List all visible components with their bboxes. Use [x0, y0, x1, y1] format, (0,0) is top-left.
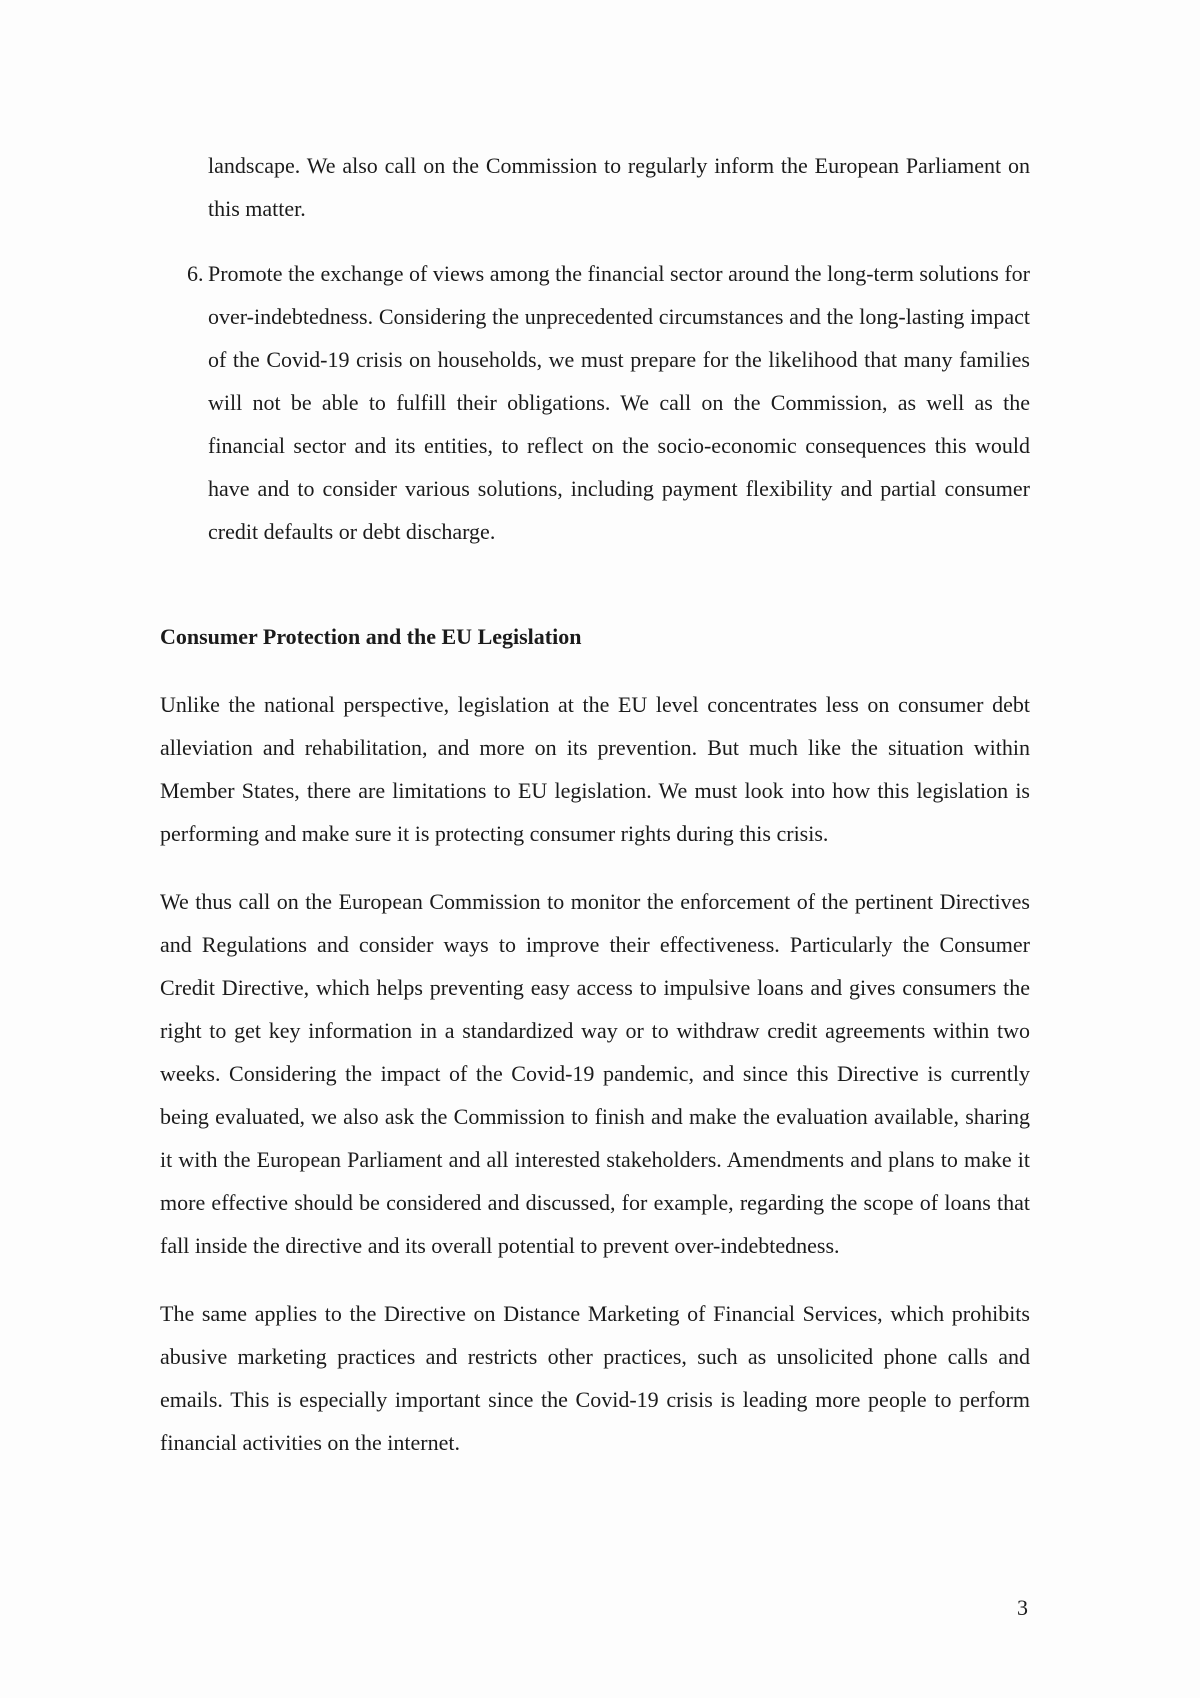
page-number: 3: [1017, 1595, 1028, 1620]
list-item-6: [160, 252, 1030, 553]
list-item-5-continuation: landscape. We also call on the Commission to regularly inform the European Parliament on this matter.: [208, 153, 1030, 221]
paragraph-consumer-credit-directive: We thus call on the European Commission to monitor the enforcement of the pertinent Directives and Regulations and consider ways to improve their effectiveness. Particularly the Consumer Credit Directive, which helps preventing easy access to impulsive loans and gives consumers the right to get key information in a standardized way or to withdraw credit agreements within two weeks. Considering the impact of the Covid-19 pandemic, and since this Directive is currently being evaluated, we also ask the Commission to finish and make the evaluation available, sharing it with the European Parliament and all interested stakeholders. Amendments and plans to make it more effective should be considered and discussed, for example, regarding the scope of loans that fall inside the directive and its overall potential to prevent over-indebtedness.: [160, 889, 1030, 1258]
page-content: [160, 122, 1030, 1464]
paragraph-distance-marketing-directive: The same applies to the Directive on Distance Marketing of Financial Services, which prohibits abusive marketing practices and restricts other practices, such as unsolicited phone calls and emails. This is especially important since the Covid-19 crisis is leading more people to perform financial activities on the internet.: [160, 1301, 1030, 1455]
list-item-number: 6.: [187, 261, 204, 286]
paragraph-eu-legislation-overview: Unlike the national perspective, legislation at the EU level concentrates less on consumer debt alleviation and rehabilitation, and more on its prevention. But much like the situation within Member States, there are limitations to EU legislation. We must look into how this legislation is performing and make sure it is protecting consumer rights during this crisis.: [160, 692, 1030, 846]
section-heading: Consumer Protection and the EU Legislation: [160, 624, 582, 649]
list-item-text: Promote the exchange of views among the financial sector around the long-term solutions for over-indebtedness. Considering the unprecedented circumstances and the long-lasting impact of the Covid-19 crisis on households, we must prepare for the likelihood that many families will not be able to fulfill their obligations. We call on the Commission, as well as the financial sector and its entities, to reflect on the socio-economic consequences this would have and to consider various solutions, including payment flexibility and partial consumer credit defaults or debt discharge.: [208, 261, 1030, 544]
